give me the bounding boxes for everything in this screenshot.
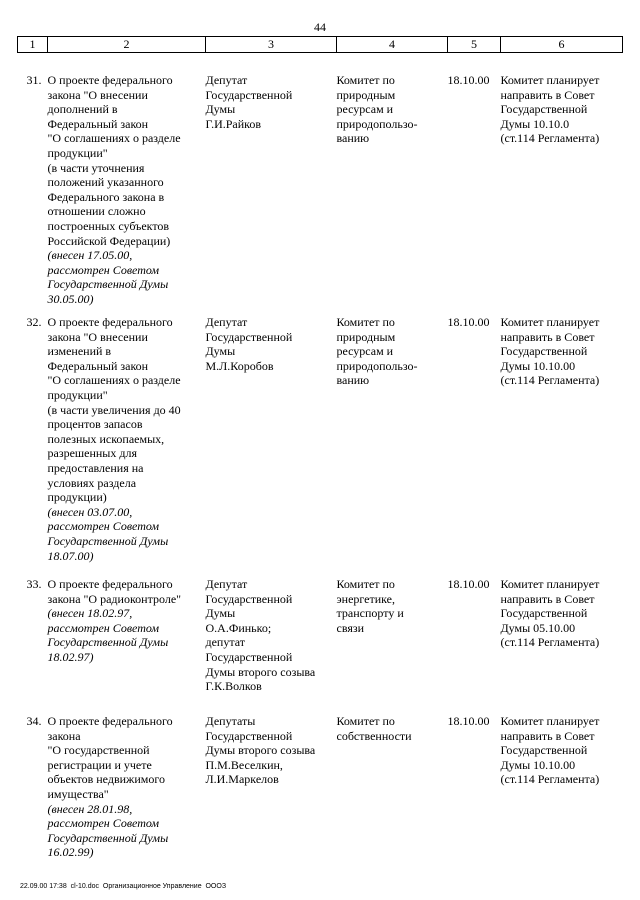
committee-line: природным <box>336 87 396 102</box>
table-row <box>18 53 623 316</box>
title-line: О проекте федерального <box>47 714 173 728</box>
title-line: продукции) <box>47 490 107 505</box>
author-line: М.Л.Коробов <box>205 358 274 373</box>
planned-action <box>501 577 623 714</box>
submission-note-line: 30.05.00) <box>47 291 94 306</box>
title-line: построенных субъектов <box>47 218 170 233</box>
title-line: "О соглашениях о разделе <box>47 373 181 388</box>
action-line: Государственной <box>500 743 588 758</box>
author-line: Депутат <box>205 315 248 329</box>
author-line: П.М.Веселкин, <box>205 757 283 772</box>
review-date: 18.10.00 <box>447 714 490 728</box>
title-line: дополнений в <box>47 102 118 117</box>
review-date: 18.10.00 <box>447 577 490 591</box>
submission-note-line: (внесен 03.07.00, <box>47 504 133 519</box>
submission-note-line: 18.02.97) <box>47 649 94 664</box>
planned-action <box>501 315 623 577</box>
title-line: полезных ископаемых, <box>47 431 165 446</box>
committee-line: природопользо- <box>336 116 418 131</box>
title-line: закона "О внесении <box>47 87 148 102</box>
author-line: Думы <box>205 606 236 621</box>
author-line: Депутат <box>205 577 248 591</box>
column-header: 1 <box>18 37 48 53</box>
title-line: О проекте федерального <box>47 577 173 591</box>
title-line: имущества" <box>47 786 109 801</box>
committee-line: связи <box>336 620 365 635</box>
title-line: предоставления на <box>47 460 144 475</box>
submission-note-line: рассмотрен Советом <box>47 620 160 635</box>
submission-note-line: Государственной Думы <box>47 635 169 650</box>
title-line: О проекте федерального <box>47 315 173 329</box>
submission-note-line: Государственной Думы <box>47 277 169 292</box>
review-date: 18.10.00 <box>447 315 490 329</box>
author-line: Государственной <box>205 329 293 344</box>
submission-note-line: 16.02.99) <box>47 845 94 860</box>
submission-note-line: (внесен 18.02.97, <box>47 606 133 621</box>
author-line: Думы второго созыва <box>205 743 316 758</box>
title-line: регистрации и учете <box>47 757 152 772</box>
title-line: положений указанного <box>47 175 164 190</box>
row-number: 33. <box>26 577 42 591</box>
title-line: условиях раздела <box>47 475 137 490</box>
bill-author <box>206 714 337 874</box>
action-line: направить в Совет <box>500 728 595 743</box>
review-date: 18.10.00 <box>447 73 490 87</box>
title-line: разрешенных для <box>47 446 137 461</box>
author-line: Л.И.Маркелов <box>205 772 279 787</box>
column-header: 2 <box>48 37 206 53</box>
bill-title <box>48 714 206 874</box>
title-line: объектов недвижимого <box>47 772 165 787</box>
title-line: Федеральный закон <box>47 116 149 131</box>
title-line: продукции" <box>47 387 108 402</box>
column-header: 5 <box>448 37 501 53</box>
action-line: Комитет планирует <box>500 315 600 329</box>
responsible-committee <box>337 315 448 577</box>
action-line: (ст.114 Регламента) <box>500 373 600 388</box>
committee-line: Комитет по <box>336 315 395 329</box>
title-line: процентов запасов <box>47 417 143 432</box>
action-line: (ст.114 Регламента) <box>500 131 600 146</box>
action-line: Думы 10.10.00 <box>500 358 576 373</box>
column-header: 3 <box>206 37 337 53</box>
author-line: депутат <box>205 635 246 650</box>
author-line: Государственной <box>205 591 293 606</box>
title-line: (в части увеличения до 40 <box>47 402 181 417</box>
title-line: отношении сложно <box>47 204 146 219</box>
submission-note-line: (внесен 28.01.98, <box>47 801 133 816</box>
submission-note-line: рассмотрен Советом <box>47 816 160 831</box>
author-line: Думы <box>205 344 236 359</box>
action-line: направить в Совет <box>500 591 595 606</box>
committee-line: собственности <box>336 728 412 743</box>
document-footer: 22.09.00 17:38 cl-10.doc Организационное Управление ОООЗ <box>20 883 227 890</box>
bill-author <box>206 53 337 316</box>
action-line: направить в Совет <box>500 329 595 344</box>
action-line: Государственной <box>500 344 588 359</box>
action-line: Комитет планирует <box>500 73 600 87</box>
action-line: Комитет планирует <box>500 577 600 591</box>
responsible-committee <box>337 577 448 714</box>
title-line: О проекте федерального <box>47 73 173 87</box>
submission-note-line: рассмотрен Советом <box>47 262 160 277</box>
author-line: Государственной <box>205 87 293 102</box>
committee-line: транспорту и <box>336 606 404 621</box>
committee-line: ванию <box>336 131 370 146</box>
title-line: продукции" <box>47 145 108 160</box>
author-line: Думы второго созыва <box>205 664 316 679</box>
title-line: закона "О радиоконтроле" <box>47 591 182 606</box>
title-line: закона <box>47 728 81 743</box>
committee-line: Комитет по <box>336 714 395 728</box>
title-line: Федерального закона в <box>47 189 165 204</box>
author-line: О.А.Финько; <box>205 620 272 635</box>
bill-title <box>48 315 206 577</box>
submission-note-line: (внесен 17.05.00, <box>47 248 133 263</box>
row-number: 32. <box>26 315 42 329</box>
bills-table <box>17 36 623 874</box>
action-line: Комитет планирует <box>500 714 600 728</box>
committee-line: ресурсам и <box>336 102 394 117</box>
action-line: Государственной <box>500 102 588 117</box>
committee-line: природным <box>336 329 396 344</box>
committee-line: Комитет по <box>336 577 395 591</box>
action-line: направить в Совет <box>500 87 595 102</box>
committee-line: природопользо- <box>336 358 418 373</box>
action-line: (ст.114 Регламента) <box>500 772 600 787</box>
title-line: изменений в <box>47 344 112 359</box>
bill-author <box>206 315 337 577</box>
column-header: 4 <box>337 37 448 53</box>
submission-note-line: Государственной Думы <box>47 830 169 845</box>
author-line: Думы <box>205 102 236 117</box>
page-number: 44 <box>314 20 326 34</box>
committee-line: энергетике, <box>336 591 396 606</box>
responsible-committee <box>337 714 448 874</box>
action-line: Думы 10.10.0 <box>500 116 570 131</box>
row-number: 31. <box>26 73 42 87</box>
table-row <box>18 577 623 714</box>
author-line: Депутат <box>205 73 248 87</box>
planned-action <box>501 53 623 316</box>
action-line: Думы 10.10.00 <box>500 757 576 772</box>
title-line: (в части уточнения <box>47 160 145 175</box>
submission-note-line: Государственной Думы <box>47 533 169 548</box>
column-header: 6 <box>501 37 623 53</box>
committee-line: ванию <box>336 373 370 388</box>
bill-title <box>48 577 206 714</box>
author-line: Государственной <box>205 728 293 743</box>
author-line: Г.И.Райков <box>205 116 262 131</box>
title-line: Российской Федерации) <box>47 233 171 248</box>
author-line: Депутаты <box>205 714 256 728</box>
row-number: 34. <box>26 714 42 728</box>
bill-title <box>48 53 206 316</box>
bill-author <box>206 577 337 714</box>
table-row <box>18 714 623 874</box>
responsible-committee <box>337 53 448 316</box>
title-line: закона "О внесении <box>47 329 148 344</box>
action-line: Государственной <box>500 606 588 621</box>
author-line: Государственной <box>205 649 293 664</box>
committee-line: Комитет по <box>336 73 395 87</box>
column-number-header <box>18 37 623 53</box>
author-line: Г.К.Волков <box>205 679 262 694</box>
submission-note-line: 18.07.00) <box>47 548 94 563</box>
committee-line: ресурсам и <box>336 344 394 359</box>
action-line: (ст.114 Регламента) <box>500 635 600 650</box>
submission-note-line: рассмотрен Советом <box>47 519 160 534</box>
planned-action <box>501 714 623 874</box>
title-line: "О государственной <box>47 743 150 758</box>
table-row <box>18 315 623 577</box>
title-line: "О соглашениях о разделе <box>47 131 181 146</box>
title-line: Федеральный закон <box>47 358 149 373</box>
action-line: Думы 05.10.00 <box>500 620 576 635</box>
